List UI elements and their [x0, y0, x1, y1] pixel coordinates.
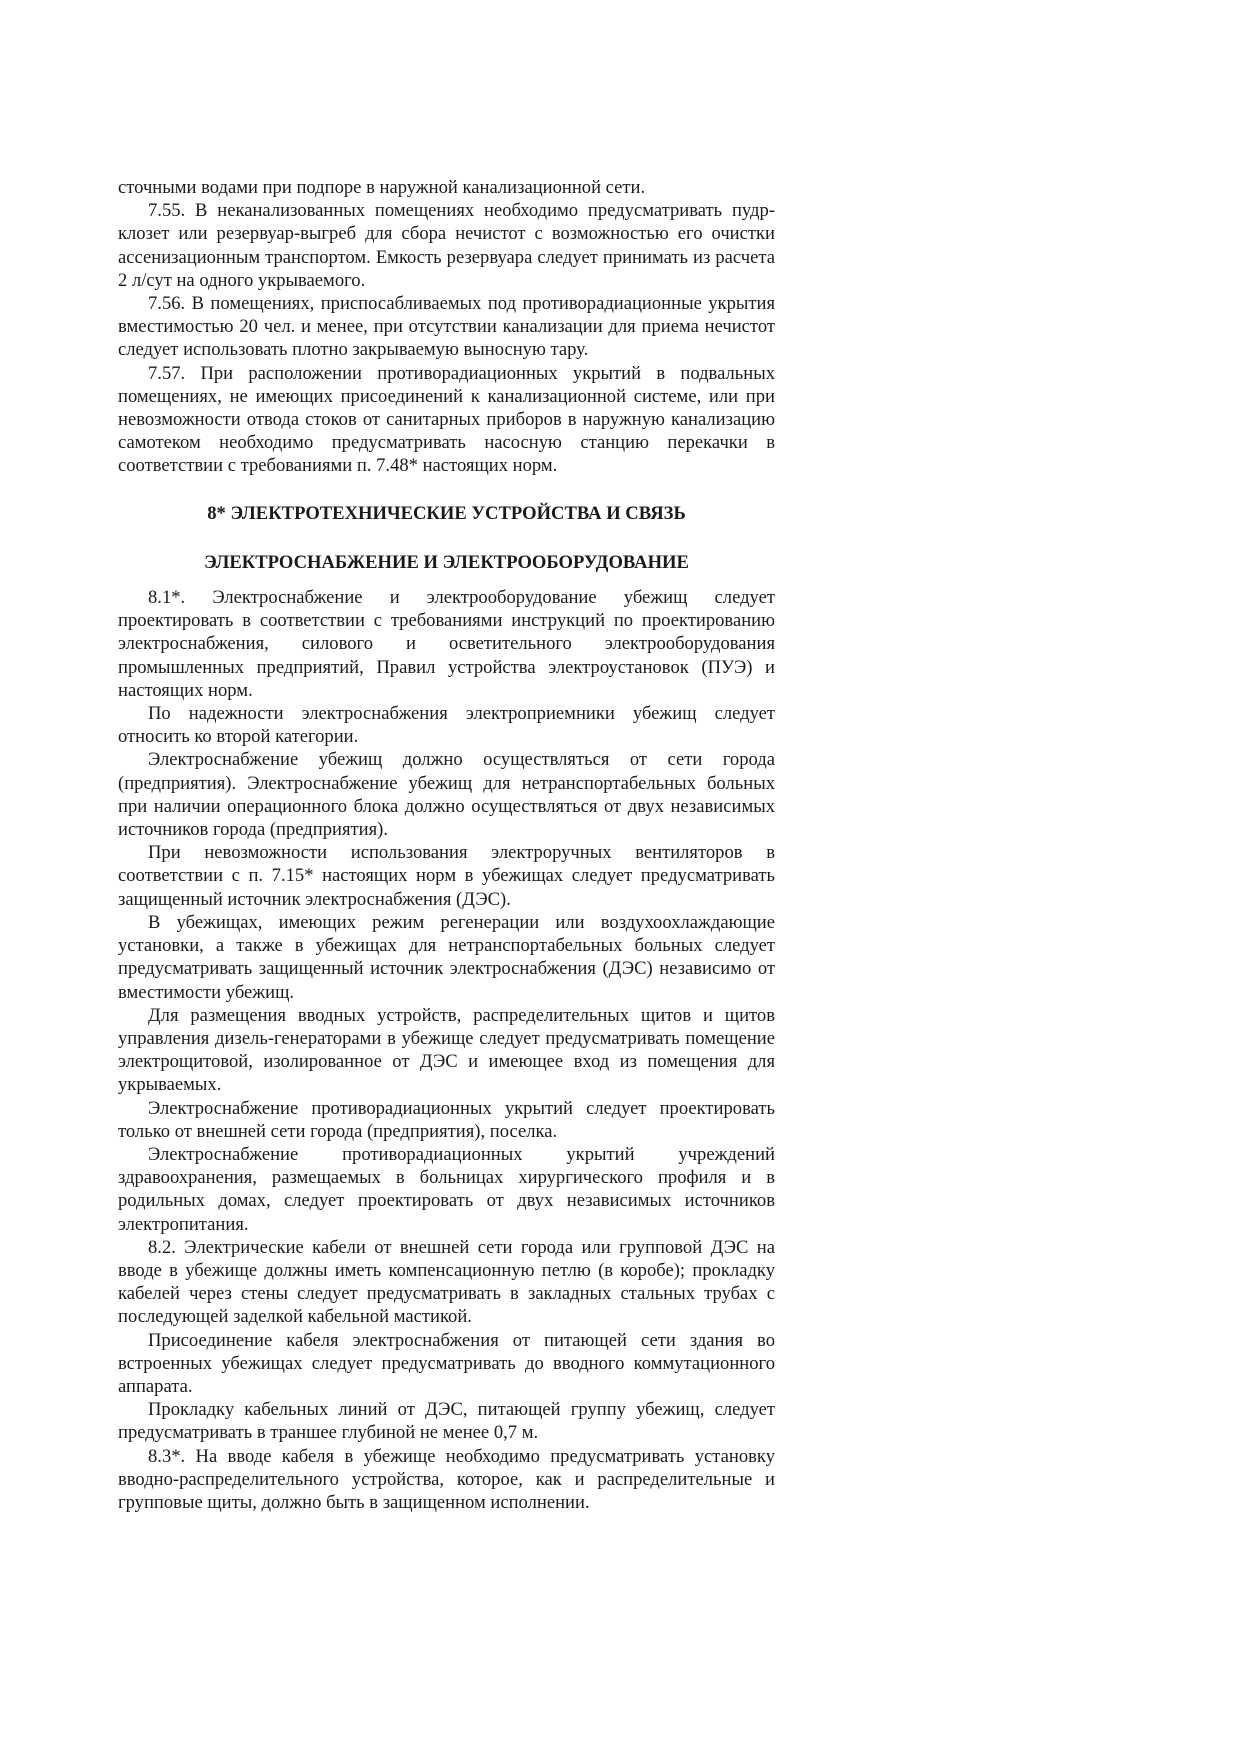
paragraph: Для размещения вводных устройств, распределительных щитов и щитов управления дизель-генераторами в убежище следует предусматривать помещение электрощитовой, изолированное от ДЭС и имеющее вход из помещения для укрываемых. — [118, 1004, 775, 1096]
paragraph-7-56: 7.56. В помещениях, приспосабливаемых под противорадиационные укрытия вместимостью 20 чел. и менее, при отсутствии канализации для приема нечистот следует использовать плотно закрываемую выносную тару. — [118, 293, 775, 361]
paragraphs-before — [118, 199, 775, 477]
paragraph: При невозможности использования электроручных вентиляторов в соответствии с п. 7.15* настоящих норм в убежищах следует предусматривать защищенный источник электроснабжения (ДЭС). — [118, 842, 775, 910]
paragraph: Электроснабжение убежищ должно осуществляться от сети города (предприятия). Электроснабжение убежищ для нетранспортабельных больных при наличии операционного блока должно осуществляться от двух независимых источников города (предприятия). — [118, 749, 775, 841]
paragraph: Электроснабжение противорадиационных укрытий учреждений здравоохранения, размещаемых в больницах хирургического профиля и в родильных домах, следует проектировать от двух независимых источников электропитания. — [118, 1143, 775, 1235]
paragraphs-after — [118, 586, 775, 1514]
paragraph-8-3: 8.3*. На вводе кабеля в убежище необходимо предусматривать установку вводно-распределительного устройства, которое, как и распределительные и групповые щиты, должно быть в защищенном исполнении. — [118, 1445, 775, 1513]
paragraph: Присоединение кабеля электроснабжения от питающей сети здания во встроенных убежищах следует предусматривать до вводного коммутационного аппарата. — [118, 1329, 775, 1397]
document-page — [118, 176, 775, 1514]
paragraph-7-57: 7.57. При расположении противорадиационных укрытий в подвальных помещениях, не имеющих присоединений к канализационной системе, или при невозможности отвода стоков от санитарных приборов в наружную канализацию самотеком необходимо предусматривать насосную станцию перекачки в соответствии с требованиями п. 7.48* настоящих норм. — [118, 362, 775, 477]
section-heading: ЭЛЕКТРОСНАБЖЕНИЕ И ЭЛЕКТРООБОРУДОВАНИЕ — [204, 551, 689, 573]
chapter-heading: 8* ЭЛЕКТРОТЕХНИЧЕСКИЕ УСТРОЙСТВА И СВЯЗЬ — [207, 502, 686, 524]
paragraph-7-55: 7.55. В неканализованных помещениях необходимо предусматривать пудр-клозет или резервуар-выгреб для сбора нечистот с возможностью его очистки ассенизационным транспортом. Емкость резервуара следует принимать из расчета 2 л/сут на одного укрываемого. — [118, 200, 775, 291]
paragraph: По надежности электроснабжения электроприемники убежищ следует относить ко второй категории. — [118, 703, 775, 748]
paragraph-8-1: 8.1*. Электроснабжение и электрооборудование убежищ следует проектировать в соответствии с требованиями инструкций по проектированию электроснабжения, силового и осветительного электрооборудования промышленных предприятий, Правил устройства электроустановок (ПУЭ) и настоящих норм. — [118, 587, 775, 701]
paragraph: Прокладку кабельных линий от ДЭС, питающей группу убежищ, следует предусматривать в траншее глубиной не менее 0,7 м. — [118, 1399, 775, 1444]
paragraph: Электроснабжение противорадиационных укрытий следует проектировать только от внешней сети города (предприятия), поселка. — [118, 1097, 775, 1142]
continuation-paragraph: сточными водами при подпоре в наружной канализационной сети. — [118, 177, 646, 198]
paragraph: В убежищах, имеющих режим регенерации или воздухоохлаждающие установки, а также в убежищах для нетранспортабельных больных следует предусматривать защищенный источник электроснабжения (ДЭС) независимо от вместимости убежищ. — [118, 911, 775, 1003]
paragraph-8-2: 8.2. Электрические кабели от внешней сети города или групповой ДЭС на вводе в убежище должны иметь компенсационную петлю (в коробе); прокладку кабелей через стены следует предусматривать в закладных стальных трубах с последующей заделкой кабельной мастикой. — [118, 1236, 775, 1328]
